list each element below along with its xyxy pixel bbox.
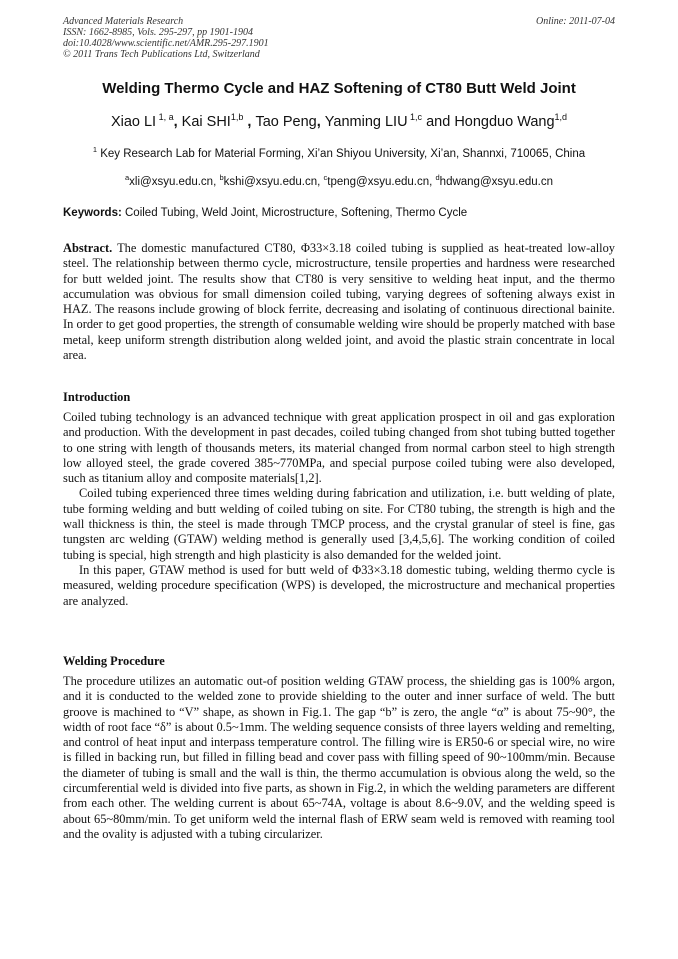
author-name: Kai SHI — [181, 113, 231, 130]
email-address[interactable]: tpeng@xsyu.edu.cn — [327, 175, 430, 188]
paragraph: The procedure utilizes an automatic out-of position welding GTAW process, the shielding gas is 100% argon, and it is conducted to the welded zone to provide shielding to the outer and inner surface of weld. The butt groove is machined to “V” shape, as shown in Fig.1. The gap “b” is zero, the angle “α” is about 75~90°, the width of root face “δ” is about 0.5~1mm. The welding sequence consists of three layers welding and remelting, and control of heat input and interpass temperature control. The filling wire is ER50-6 or special wire, no wire is filled in backing run, but filled in filling bead and cover pass with filling speed of 90~100mm/min. Because the diameter of tubing is small and the wall is thin, the thermo accumulation is obvious along the weld, so the circumferential weld is divided into five parts, as shown in Fig.2, in which the welding parameters are different from each other. The welding current is about 65~74A, voltage is about 8.6~9.0V, and the welding speed is about 65~80mm/min. To get uniform weld the internal flash of ERW seam weld is removed with reaming tool and the ovality is adjusted with a tubing circularizer. — [63, 674, 615, 841]
affiliation-mark: 1 — [92, 145, 97, 154]
author-list — [40, 112, 638, 130]
abstract-label: Abstract. — [63, 241, 113, 255]
abstract — [63, 241, 615, 363]
email-address[interactable]: xli@xsyu.edu.cn — [129, 175, 214, 188]
email-mark: b — [219, 173, 224, 182]
issn-line: ISSN: 1662-8985, Vols. 295-297, pp 1901-1904 — [63, 27, 253, 38]
author-separator: , — [173, 113, 182, 130]
paragraph: Coiled tubing technology is an advanced technique with great application prospect in oil and gas exploration and production. With the development in past decades, coiled tubing changed from shot tubing butted together to one string with length of thousands meters, its material changed from normal carbon steel to high strength low alloyed steel, the grade covered 385~770MPa, and special purpose coiled tubing were also developed, such as titanium alloy and composite materials[1,2]. — [63, 410, 615, 486]
keywords-text: Coiled Tubing, Weld Joint, Microstructure, Softening, Thermo Cycle — [121, 207, 468, 219]
author-affil-mark: 1,c — [407, 112, 423, 122]
author-name: Xiao LI — [110, 113, 157, 130]
email-mark: c — [323, 173, 328, 182]
email-separator: , — [213, 175, 220, 188]
keywords — [63, 207, 615, 219]
online-date: Online: 2011-07-04 — [536, 16, 615, 27]
doi-line: doi:10.4028/www.scientific.net/AMR.295-297.1901 — [63, 38, 269, 49]
email-address[interactable]: kshi@xsyu.edu.cn — [223, 175, 318, 188]
email-separator: , — [317, 175, 324, 188]
author-affil-mark: 1,d — [554, 112, 568, 122]
paragraph: In this paper, GTAW method is used for butt weld of Φ33×3.18 domestic tubing, welding thermo cycle is measured, welding procedure specification (WPS) is developed, the microstructure and mechanical properties are analyzed. — [63, 562, 615, 608]
affiliation — [40, 145, 638, 160]
author-separator: , — [316, 113, 325, 130]
author-affil-mark: 1,b — [230, 112, 244, 122]
introduction-heading: Introduction — [63, 390, 131, 404]
author-affil-mark: 1, a — [156, 112, 174, 122]
copyright-line: © 2011 Trans Tech Publications Ltd, Switzerland — [63, 49, 260, 60]
email-address[interactable]: hdwang@xsyu.edu.cn — [439, 175, 553, 188]
email-mark: a — [125, 173, 130, 182]
email-separator: , — [429, 175, 436, 188]
welding-procedure-body — [63, 674, 615, 842]
abstract-text: The domestic manufactured CT80, Φ33×3.18 coiled tubing is supplied as heat-treated low-alloy steel. The relationship between thermo cycle, microstructure, tensile properties and hardness were researched for butt welded joint. The results show that CT80 is very sensitive to welding heat input, and the thermo accumulation was obvious for small dimension coiled tubing, varying degrees of softening always exist in HAZ. The reasons include growing of block ferrite, decreasing and isolating of continuous directional bainite. In order to get good properties, the strength of consumable welding wire should be properly matched with base metal, keep uniform strength distribution along welded joint, and avoid the plastic strain concentrate in local area. — [63, 241, 615, 363]
introduction-body — [63, 410, 615, 609]
author-name: Hongduo Wang — [454, 113, 555, 130]
journal-header — [63, 16, 269, 60]
journal-name: Advanced Materials Research — [63, 16, 184, 27]
author-separator: , — [243, 113, 256, 130]
keywords-label: Keywords: — [63, 207, 122, 219]
author-name: Tao Peng — [255, 113, 317, 130]
author-name: Yanming LIU — [324, 113, 408, 130]
author-separator: and — [422, 113, 455, 130]
affiliation-text: Key Research Lab for Material Forming, Xi’an Shiyou University, Xi’an, Shannxi, 710065, China — [97, 147, 586, 160]
paper-title: Welding Thermo Cycle and HAZ Softening of CT80 Butt Weld Joint — [102, 80, 576, 97]
email-list — [40, 173, 638, 188]
paragraph: Coiled tubing experienced three times welding during fabrication and utilization, i.e. butt welding of plate, tube forming welding and butt welding of coiled tubing on site. For CT80 tubing, the strength is high and the wall thickness is thin, the steel is made through TMCP process, and the crystal granular of steel is fine, gas tungsten arc welding (GTAW) welding method is generally used [3,4,5,6]. The working condition of coiled tubing is special, high strength and high plasticity is also demanded for the welded joint. — [63, 486, 615, 562]
email-mark: d — [435, 173, 440, 182]
welding-procedure-heading: Welding Procedure — [63, 654, 165, 668]
